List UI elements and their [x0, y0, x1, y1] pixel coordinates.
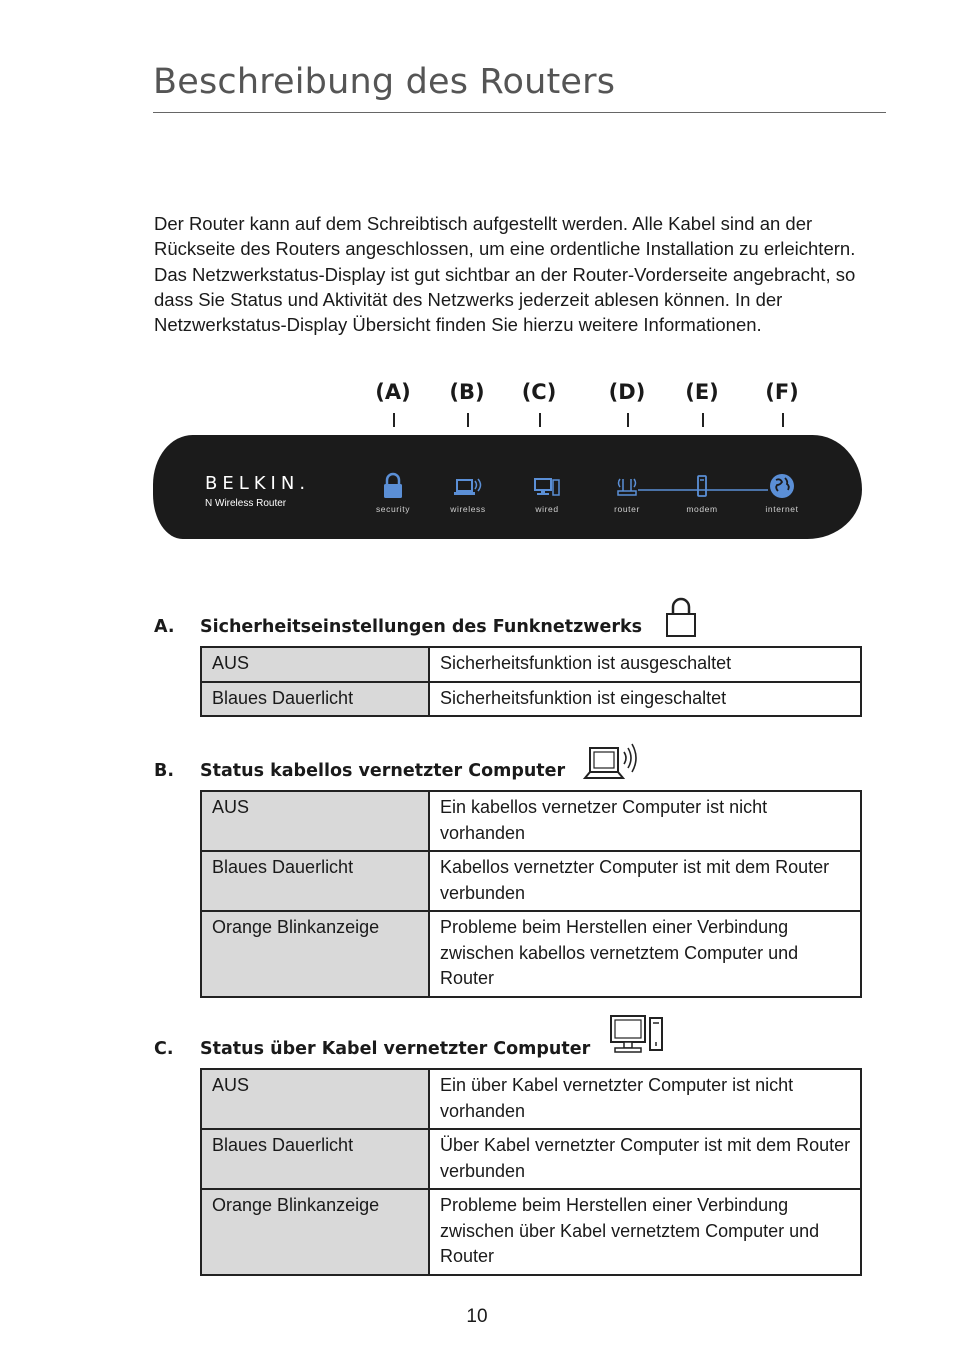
lock-icon — [378, 471, 408, 501]
state-cell: AUS — [201, 1069, 429, 1129]
letter-c: (C) — [521, 380, 557, 404]
section-letter: C. — [154, 1039, 174, 1059]
table-row — [201, 1189, 861, 1275]
meaning-cell: Probleme beim Herstellen einer Verbindung zwischen über Kabel vernetztem Computer und Router — [429, 1189, 861, 1275]
label-wired: wired — [535, 504, 559, 514]
wired-computer-icon — [608, 1012, 666, 1056]
letter-e: (E) — [685, 380, 719, 404]
label-internet: internet — [765, 504, 799, 514]
table-row — [201, 647, 861, 682]
router-front-panel — [153, 435, 862, 539]
meaning-cell: Ein kabellos vernetzer Computer ist nicht vorhanden — [429, 791, 861, 851]
wireless-laptop-icon — [582, 740, 640, 784]
section-title: Sicherheitseinstellungen des Funknetzwerks — [200, 617, 643, 637]
globe-icon — [767, 471, 797, 501]
status-line — [153, 435, 862, 539]
tick-e — [702, 413, 704, 427]
wireless-laptop-icon — [453, 471, 483, 501]
model-name: N Wireless Router — [205, 498, 287, 509]
table-row — [201, 1069, 861, 1129]
table-row — [201, 791, 861, 851]
state-cell: AUS — [201, 647, 429, 682]
state-cell: Blaues Dauerlicht — [201, 682, 429, 717]
title-divider — [153, 112, 886, 113]
state-cell: Blaues Dauerlicht — [201, 1129, 429, 1189]
indicator-letters — [0, 380, 954, 430]
table-row — [201, 682, 861, 717]
tick-f — [782, 413, 784, 427]
letter-d: (D) — [608, 380, 646, 404]
section-title: Status kabellos vernetzter Computer — [200, 761, 566, 781]
status-table-wireless — [200, 790, 862, 998]
meaning-cell: Sicherheitsfunktion ist ausgeschaltet — [429, 647, 861, 682]
status-table-wired — [200, 1068, 862, 1276]
brand-logo: BELKIN. — [205, 473, 311, 494]
state-cell: AUS — [201, 791, 429, 851]
state-cell: Orange Blinkanzeige — [201, 1189, 429, 1275]
table-row — [201, 1129, 861, 1189]
page-number: 10 — [466, 1306, 488, 1327]
table-row — [201, 851, 861, 911]
meaning-cell: Ein über Kabel vernetzter Computer ist nicht vorhanden — [429, 1069, 861, 1129]
meaning-cell: Über Kabel vernetzter Computer ist mit dem Router verbunden — [429, 1129, 861, 1189]
section-letter: B. — [154, 761, 174, 781]
section-letter: A. — [154, 617, 175, 637]
label-modem: modem — [686, 504, 718, 514]
state-cell: Orange Blinkanzeige — [201, 911, 429, 997]
section-b-heading — [154, 761, 565, 781]
tick-c — [539, 413, 541, 427]
router-antenna-icon — [612, 471, 642, 501]
modem-icon — [687, 471, 717, 501]
tick-a — [393, 413, 395, 427]
section-c-heading — [154, 1039, 590, 1059]
section-title: Status über Kabel vernetzter Computer — [200, 1039, 591, 1059]
table-row — [201, 911, 861, 997]
tick-b — [467, 413, 469, 427]
letter-f: (F) — [765, 380, 799, 404]
page-title: Beschreibung des Routers — [153, 62, 616, 102]
label-router: router — [614, 504, 640, 514]
meaning-cell: Sicherheitsfunktion ist eingeschaltet — [429, 682, 861, 717]
intro-paragraph: Der Router kann auf dem Schreibtisch aufgestellt werden. Alle Kabel sind an der Rückseite des Routers angeschlossen, um eine ordentliche Installation zu erleichtern. Das Netzwerkstatus-Display ist gut sichtbar an der Router-Vorderseite angebracht, so dass Sie Status und Aktivität des Netzwerks jederzeit ablesen können. In der Netzwerkstatus-Display Übersicht finden Sie hierzu weitere Informationen. — [154, 213, 856, 336]
tick-d — [627, 413, 629, 427]
letter-b: (B) — [449, 380, 485, 404]
letter-a: (A) — [375, 380, 411, 404]
lock-icon — [664, 596, 698, 640]
section-a-heading — [154, 617, 642, 637]
wired-computer-icon — [532, 471, 562, 501]
label-security: security — [375, 504, 411, 514]
status-table-security — [200, 646, 862, 717]
meaning-cell: Probleme beim Herstellen einer Verbindung zwischen kabellos vernetztem Computer und Router — [429, 911, 861, 997]
meaning-cell: Kabellos vernetzter Computer ist mit dem Router verbunden — [429, 851, 861, 911]
label-wireless: wireless — [450, 504, 486, 514]
state-cell: Blaues Dauerlicht — [201, 851, 429, 911]
